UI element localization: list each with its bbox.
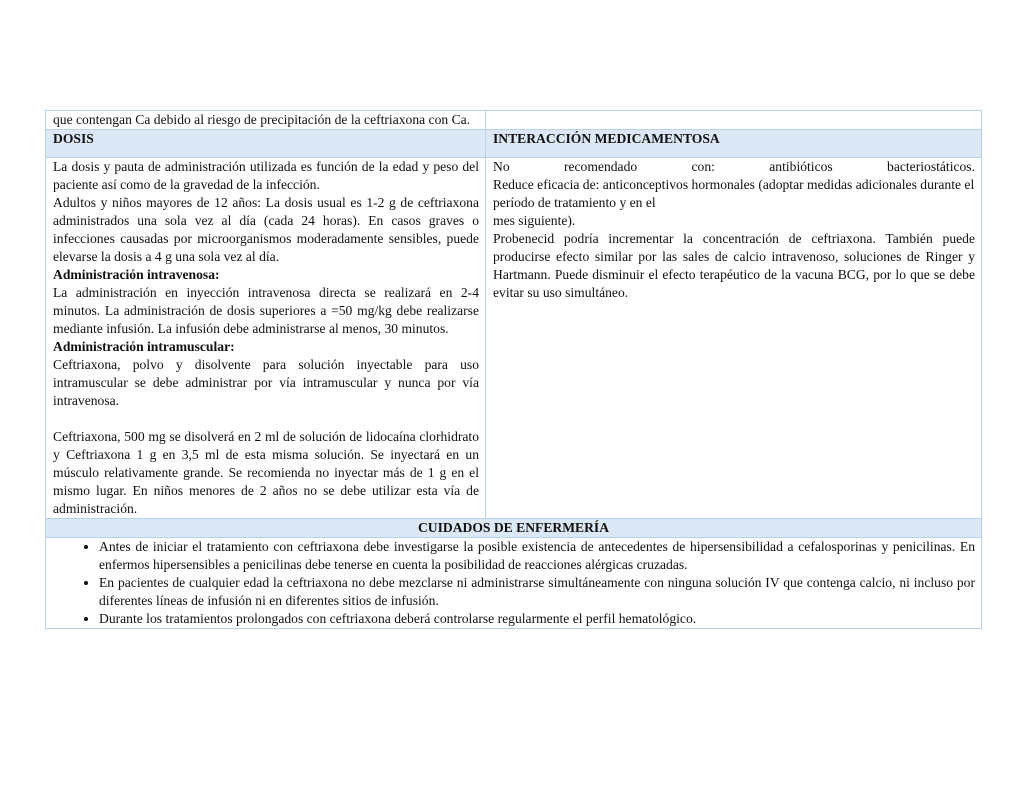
- section-header-row: [46, 130, 982, 158]
- dosis-header: DOSIS: [46, 130, 486, 158]
- content-row: [46, 158, 982, 519]
- cuidados-item: • En pacientes de cualquier edad la ceftriaxona no debe mezclarse ni administrarse simultáneamente con ninguna solución IV que contenga calcio, ni incluso por diferentes líneas de infusión ni en diferentes sitios de infusión.: [99, 574, 975, 610]
- dosis-cell: [46, 158, 486, 519]
- interaccion-line-3: mes siguiente).: [493, 213, 576, 228]
- continuation-text: que contengan Ca debido al riesgo de precipitación de la ceftriaxona con Ca.: [53, 112, 471, 127]
- interaccion-header: INTERACCIÓN MEDICAMENTOSA: [486, 130, 982, 158]
- cuidados-title: CUIDADOS DE ENFERMERÍA: [46, 519, 982, 538]
- cuidados-item: • Durante los tratamientos prolongados con ceftriaxona deberá controlarse regularmente el perfil hematológico.: [99, 610, 975, 628]
- cuidados-title-row: [46, 519, 982, 538]
- interaccion-paragraph-2: Probenecid podría incrementar la concentración de ceftriaxona. También puede producirse efecto similar por las sales de calcio intravenoso, soluciones de Ringer y Hartmann. Puede disminuir el efecto terapéutico de la vacuna BCG, por lo que se debe evitar su uso simultáneo.: [493, 231, 975, 300]
- continuation-left-cell: [46, 111, 486, 130]
- paragraph-gap: [53, 410, 479, 428]
- im-title: Administración intramuscular:: [53, 339, 235, 354]
- continuation-row: [46, 111, 982, 130]
- interaccion-cell: [486, 158, 982, 519]
- cuidados-row: [46, 538, 982, 629]
- im-text-2: Ceftriaxona, 500 mg se disolverá en 2 ml de solución de lidocaína clorhidrato y Ceftriaxona 1 g en 3,5 ml de esta misma solución. Se inyectará en un músculo relativamente grande. Se recomienda no inyectar más de 1 g en el mismo lugar. En niños menores de 2 años no se debe utilizar esta vía de administración.: [53, 429, 479, 516]
- iv-text: La administración en inyección intravenosa directa se realizará en 2-4 minutos. La administración de dosis superiores a =50 mg/kg debe realizarse mediante infusión. La infusión debe administrarse al menos, 30 minutos.: [53, 285, 479, 336]
- interaccion-line-1: No recomendado con: antibióticos bacteriostáticos.: [493, 159, 975, 174]
- drug-info-table: [45, 110, 982, 629]
- dosis-paragraph-1: La dosis y pauta de administración utilizada es función de la edad y peso del paciente así como de la gravedad de la infección.: [53, 159, 479, 192]
- dosis-paragraph-2: Adultos y niños mayores de 12 años: La dosis usual es 1-2 g de ceftriaxona administrados una sola vez al día (cada 24 horas). En casos graves o infecciones causadas por microorganismos moderadamente sensibles, puede elevarse la dosis a 4 g una sola vez al día.: [53, 195, 479, 264]
- cuidados-list: [53, 538, 975, 628]
- continuation-right-cell: [486, 111, 982, 130]
- interaccion-line-2: Reduce eficacia de: anticonceptivos hormonales (adoptar medidas adicionales durante el período de tratamiento y en el: [493, 177, 975, 210]
- cuidados-cell: [46, 538, 982, 629]
- iv-title: Administración intravenosa:: [53, 267, 220, 282]
- im-text: Ceftriaxona, polvo y disolvente para solución inyectable para uso intramuscular se debe administrar por vía intramuscular y nunca por vía intravenosa.: [53, 357, 479, 408]
- cuidados-item: • Antes de iniciar el tratamiento con ceftriaxona debe investigarse la posible existencia de antecedentes de hipersensibilidad a cefalosporinas y penicilinas. En enfermos hipersensibles a penicilinas debe tenerse en cuenta la posibilidad de reacciones alérgicas cruzadas.: [99, 538, 975, 574]
